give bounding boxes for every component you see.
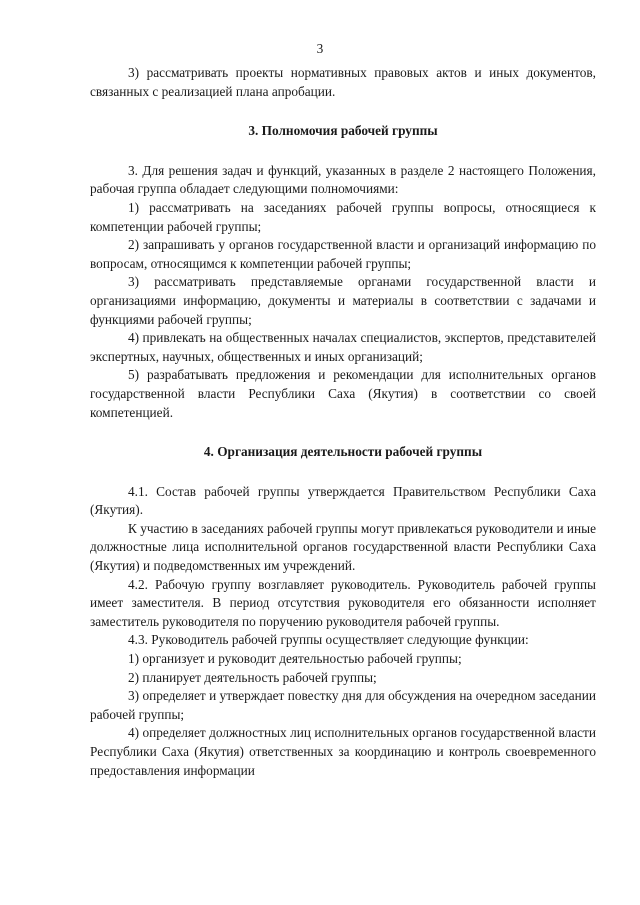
page-number: 3 <box>316 41 324 56</box>
list-item: 4) привлекать на общественных началах специалистов, экспертов, представителей экспертных, научных, общественных и иных организаций; <box>90 330 596 364</box>
list-item: 5) разрабатывать предложения и рекомендации для исполнительных органов государственной власти Республики Саха (Якутия) в соответствии со своей компетенцией. <box>90 367 596 420</box>
document-body <box>90 64 596 780</box>
list-item: 3) рассматривать представляемые органами государственной власти и организациями информацию, документы и материалы в соответствии с задачами и функциями рабочей группы; <box>90 274 596 327</box>
list-item: 2) планирует деятельность рабочей группы; <box>128 669 377 685</box>
list-item: 4) определяет должностных лиц исполнительных органов государственной власти Республики Саха (Якутия) ответственных за координацию и контроль своевременного предоставления информации <box>90 725 596 778</box>
list-item: 1) организует и руководит деятельностью рабочей группы; <box>128 651 462 667</box>
section-4-heading: 4. Организация деятельности рабочей группы <box>203 444 483 460</box>
paragraph: 3. Для решения задач и функций, указанных в разделе 2 настоящего Положения, рабочая группа обладает следующими полномочиями: <box>90 162 596 197</box>
paragraph: 4.1. Состав рабочей группы утверждается Правительством Республики Саха (Якутия). <box>90 483 596 518</box>
list-item: 2) запрашивать у органов государственной власти и организаций информацию по вопросам, относящимся к компетенции рабочей группы; <box>90 237 596 271</box>
section-3-heading: 3. Полномочия рабочей группы <box>248 123 438 139</box>
paragraph: 3) рассматривать проекты нормативных правовых актов и иных документов, связанных с реализацией плана апробации. <box>90 65 596 99</box>
paragraph: К участию в заседаниях рабочей группы могут привлекаться руководители и иные должностные лица исполнительной органов государственной власти Республики Саха (Якутия) и подведомственных им учреждений. <box>90 520 596 574</box>
list-item: 3) определяет и утверждает повестку дня для обсуждения на очередном заседании рабочей группы; <box>90 688 596 722</box>
paragraph: 4.3. Руководитель рабочей группы осуществляет следующие функции: <box>128 632 529 648</box>
list-item: 1) рассматривать на заседаниях рабочей группы вопросы, относящиеся к компетенции рабочей группы; <box>90 199 596 234</box>
paragraph: 4.2. Рабочую группу возглавляет руководитель. Руководитель рабочей группы имеет заместителя. В период отсутствия руководителя его обязанности исполняет заместитель руководителя по поручению руководителя рабочей группы. <box>90 576 596 629</box>
